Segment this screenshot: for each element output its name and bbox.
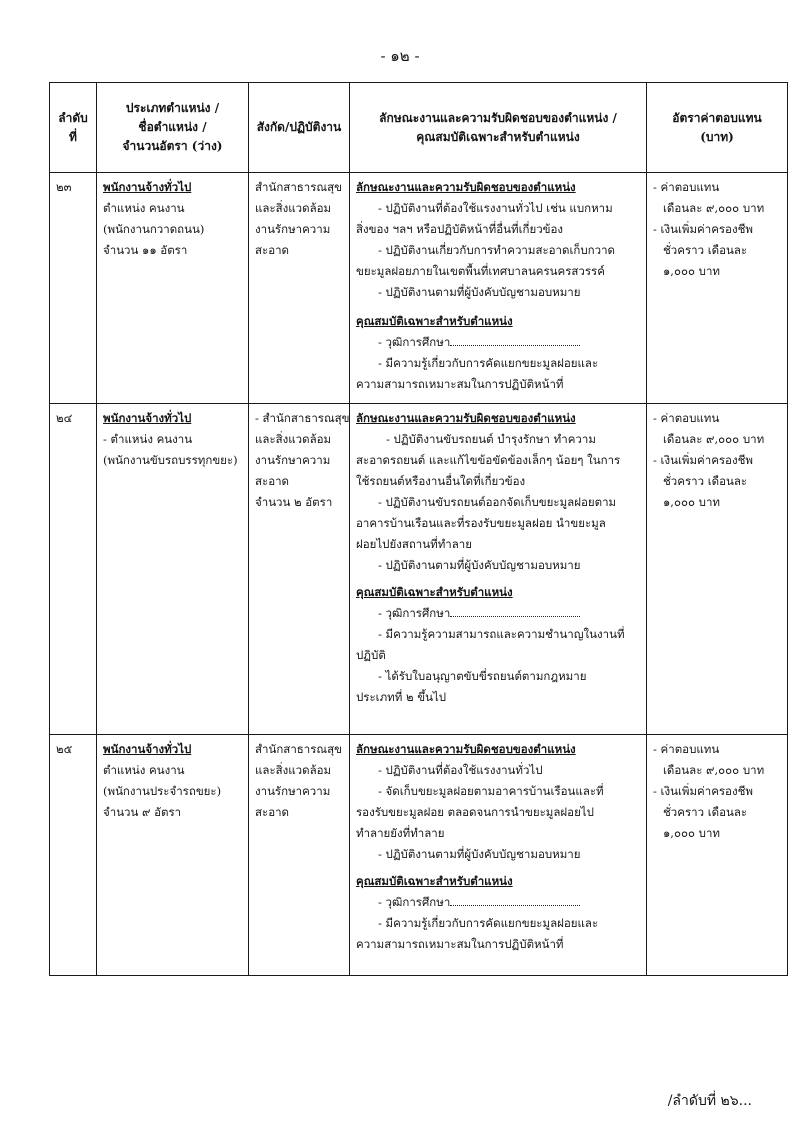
- qualifications-heading: คุณสมบัติเฉพาะสำหรับตำแหน่ง: [356, 874, 513, 888]
- header-no: ลำดับ ที่: [50, 83, 97, 173]
- unit-cell: สำนักสาธารณสุข และสิ่งแวดล้อม งานรักษาความ สะอาด: [249, 735, 350, 976]
- duties-cell: ลักษณะงานและความรับผิดชอบของตำแหน่ง - ปฏิบัติงานขับรถยนต์ บำรุงรักษา ทำความ สะอาดรถยนต์ และแก้ไขข้อขัดข้องเล็กๆ น้อยๆ ในการ ใช้รถยนต์หรืองานอื่นใดที่เกี่ยวข้อง - ปฏิบัติงานขับรถยนต์ออกจัดเก็บขยะมูลฝอยตาม อาคารบ้านเรือนและที่รองรับขยะมูลฝอย นำขยะมูล ฝอยไปยังสถานที่ทำลาย - ปฏิบัติงานตามที่ผู้บังคับบัญชามอบหมาย คุณสมบัติเฉพาะสำหรับตำแหน่ง - วุฒิการศึกษา - มีความรู้ความสามารถและความชำนาญในงานที่ ปฏิบัติ - ได้รับใบอนุญาตขับขี่รถยนต์ตามกฎหมาย ประเภทที่ ๒ ขึ้นไป: [350, 404, 647, 735]
- pay-cell: - ค่าตอบแทน เดือนละ ๙,๐๐๐ บาท - เงินเพิ่มค่าครองชีพ ชั่วคราว เดือนละ ๑,๐๐๐ บาท: [647, 404, 788, 735]
- blank-fill-line: [450, 893, 580, 906]
- qualifications-heading: คุณสมบัติเฉพาะสำหรับตำแหน่ง: [356, 314, 513, 328]
- blank-fill-line: [450, 604, 580, 617]
- continuation-note: /ลำดับที่ ๒๖...: [667, 1093, 752, 1109]
- unit-cell: - สำนักสาธารณสุข และสิ่งแวดล้อม งานรักษาความ สะอาด จำนวน ๒ อัตรา: [249, 404, 350, 735]
- qualifications-heading: คุณสมบัติเฉพาะสำหรับตำแหน่ง: [356, 585, 513, 599]
- position-cell: พนักงานจ้างทั่วไป - ตำแหน่ง คนงาน (พนักงานขับรถบรรทุกขยะ): [97, 404, 249, 735]
- table-header-row: [50, 83, 788, 173]
- header-position: ประเภทตำแหน่ง / ชื่อตำแหน่ง / จำนวนอัตรา (ว่าง): [97, 83, 249, 173]
- duties-cell: ลักษณะงานและความรับผิดชอบของตำแหน่ง - ปฏิบัติงานที่ต้องใช้แรงงานทั่วไป เช่น แบกหาม สิ่งของ ฯลฯ หรือปฏิบัติหน้าที่อื่นที่เกี่ยวข้อง - ปฏิบัติงานเกี่ยวกับการทำความสะอาดเก็บกวาด ขยะมูลฝอยภายในเขตพื้นที่เทศบาลนครนครสวรรค์ - ปฏิบัติงานตามที่ผู้บังคับบัญชามอบหมาย คุณสมบัติเฉพาะสำหรับตำแหน่ง - วุฒิการศึกษา - มีความรู้เกี่ยวกับการคัดแยกขยะมูลฝอยและ ความสามารถเหมาะสมในการปฏิบัติหน้าที่: [350, 173, 647, 404]
- page-number: - ๑๒ -: [380, 47, 420, 65]
- header-unit: สังกัด/ปฏิบัติงาน: [249, 83, 350, 173]
- positions-table: [49, 82, 788, 976]
- table-row: [50, 735, 788, 976]
- table-row: [50, 173, 788, 404]
- unit-cell: สำนักสาธารณสุข และสิ่งแวดล้อม งานรักษาความ สะอาด: [249, 173, 350, 404]
- blank-fill-line: [450, 333, 580, 346]
- duties-heading: ลักษณะงานและความรับผิดชอบของตำแหน่ง: [356, 180, 576, 194]
- position-cell: พนักงานจ้างทั่วไป ตำแหน่ง คนงาน (พนักงานประจำรถขยะ) จำนวน ๙ อัตรา: [97, 735, 249, 976]
- duties-cell: ลักษณะงานและความรับผิดชอบของตำแหน่ง - ปฏิบัติงานที่ต้องใช้แรงงานทั่วไป - จัดเก็บขยะมูลฝอยตามอาคารบ้านเรือนและที่ รองรับขยะมูลฝอย ตลอดจนการนำขยะมูลฝอยไป ทำลายยังที่ทำลาย - ปฏิบัติงานตามที่ผู้บังคับบัญชามอบหมาย คุณสมบัติเฉพาะสำหรับตำแหน่ง - วุฒิการศึกษา - มีความรู้เกี่ยวกับการคัดแยกขยะมูลฝอยและ ความสามารถเหมาะสมในการปฏิบัติหน้าที่: [350, 735, 647, 976]
- header-duties: ลักษณะงานและความรับผิดชอบของตำแหน่ง / คุณสมบัติเฉพาะสำหรับตำแหน่ง: [350, 83, 647, 173]
- table-row: [50, 404, 788, 735]
- position-cell: พนักงานจ้างทั่วไป ตำแหน่ง คนงาน (พนักงานกวาดถนน) จำนวน ๑๑ อัตรา: [97, 173, 249, 404]
- row-number: ๒๔: [50, 404, 97, 735]
- row-number: ๒๕: [50, 735, 97, 976]
- row-number: ๒๓: [50, 173, 97, 404]
- duties-heading: ลักษณะงานและความรับผิดชอบของตำแหน่ง: [356, 742, 576, 756]
- duties-heading: ลักษณะงานและความรับผิดชอบของตำแหน่ง: [356, 411, 576, 425]
- pay-cell: - ค่าตอบแทน เดือนละ ๙,๐๐๐ บาท - เงินเพิ่มค่าครองชีพ ชั่วคราว เดือนละ ๑,๐๐๐ บาท: [647, 173, 788, 404]
- header-pay: อัตราค่าตอบแทน (บาท): [647, 83, 788, 173]
- pay-cell: - ค่าตอบแทน เดือนละ ๙,๐๐๐ บาท - เงินเพิ่มค่าครองชีพ ชั่วคราว เดือนละ ๑,๐๐๐ บาท: [647, 735, 788, 976]
